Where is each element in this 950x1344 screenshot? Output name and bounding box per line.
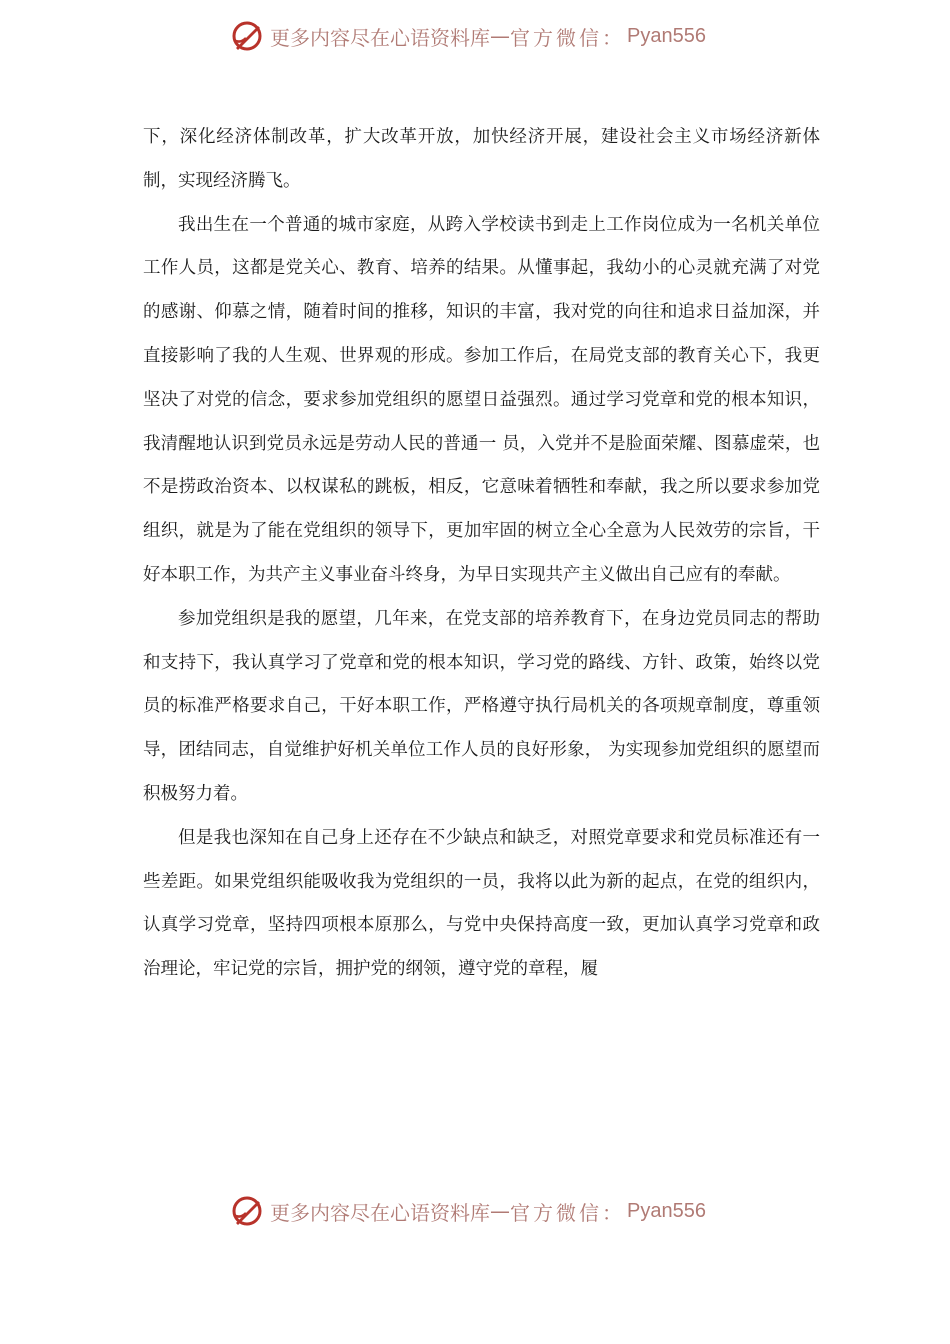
banner-main-text: 更多内容尽在心语资料库 — [270, 1200, 490, 1225]
paragraph-1: 下，深化经济体制改革，扩大改革开放，加快经济开展，建设社会主义市场经济新体制，实现经济腾飞。 — [143, 127, 820, 191]
banner-wechat-id: Pyan556 — [627, 1199, 706, 1222]
banner-official-label: 官方微信： — [510, 1200, 625, 1225]
paragraph-2: 我出生在一个普通的城市家庭，从跨入学校读书到走上工作岗位成为一名机关单位工作人员，这都是党关心、教育、培养的结果。从懂事起，我幼小的心灵就充满了对党的感谢、仰慕之情，随着时间的推移，知识的丰富，我对党的向往和追求日益加深，并直接影响了我的人生观、世界观的形成。参加工作后，在局党支部的教育关心下，我更坚决了对党的信念，要求参加党组织的愿望日益强烈。通过学习党章和党的根本知识，我清醒地认识到党员永远是劳动人民的普通一 员，入党并不是脸面荣耀、图慕虚荣，也不是捞政治资本、以权谋私的跳板，相反，它意味着牺牲和奉献，我之所以要求参加党组织，就是为了能在党组织的领导下，更加牢固的树立全心全意为人民效劳的宗旨，干好本职工作，为共产主义事业奋斗终身，为早日实现共产主义做出自己应有的奉献。 — [143, 214, 820, 585]
header-banner — [230, 16, 706, 56]
paragraph-3: 参加党组织是我的愿望，几年来，在党支部的培养教育下，在身边党员同志的帮助和支持下，我认真学习了党章和党的根本知识，学习党的路线、方针、政策，始终以党员的标准严格要求自己，干好本职工作，严格遵守执行局机关的各项规章制度，尊重领导，团结同志，自觉维护好机关单位工作人员的良好形象， 为实现参加党组织的愿望而积极努力着。 — [143, 608, 820, 804]
banner-wechat-id: Pyan556 — [627, 24, 706, 47]
pen-circle-logo-icon — [230, 18, 266, 54]
banner-dash: — — [490, 1199, 510, 1223]
document-body — [143, 116, 820, 992]
banner-main-text: 更多内容尽在心语资料库 — [270, 25, 490, 50]
banner-official-label: 官方微信： — [510, 25, 625, 50]
banner-dash: — — [490, 24, 510, 48]
pen-circle-logo-icon — [230, 1193, 266, 1229]
footer-banner — [230, 1191, 706, 1231]
paragraph-4: 但是我也深知在自己身上还存在不少缺点和缺乏，对照党章要求和党员标准还有一些差距。如果党组织能吸收我为党组织的一员，我将以此为新的起点，在党的组织内，认真学习党章，坚持四项根本原那么，与党中央保持高度一致，更加认真学习党章和政治理论，牢记党的宗旨，拥护党的纲领，遵守党的章程，履 — [143, 827, 820, 980]
